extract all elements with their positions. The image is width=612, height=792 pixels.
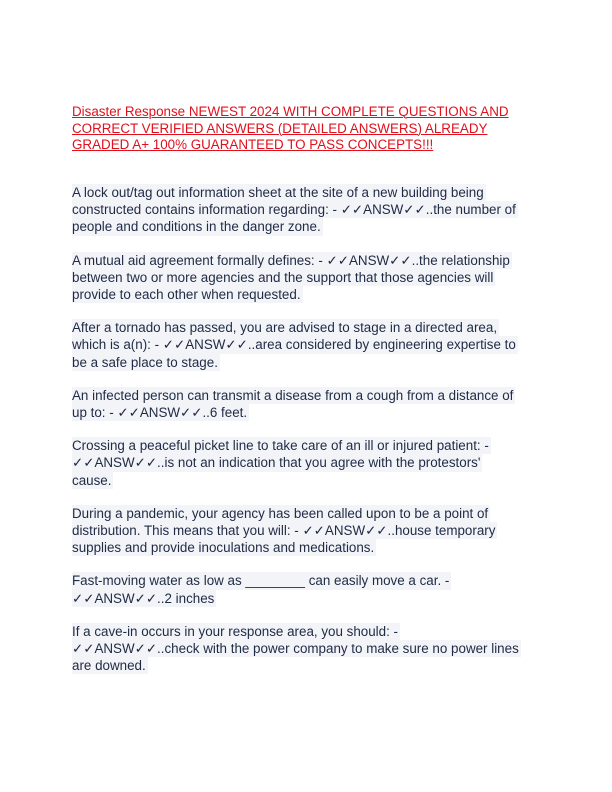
qa-item [72,437,542,489]
qa-line: constructed contains information regarding: - ✓✓ANSW✓✓..the number of [72,202,516,218]
title-line: GRADED A+ 100% GUARANTEED TO PASS CONCEPTS!!! [72,137,434,153]
qa-item [72,387,542,421]
qa-line: A mutual aid agreement formally defines: - ✓✓ANSW✓✓..the relationship [72,252,510,268]
qa-line: provide to each other when requested. [72,287,301,303]
qa-line: are downed. [72,658,146,674]
qa-line: people and conditions in the danger zone. [72,219,321,235]
qa-line: During a pandemic, your agency has been called upon to be a point of [72,505,489,521]
qa-line: Crossing a peaceful picket line to take care of an ill or injured patient: - [72,438,489,454]
qa-item [72,505,542,557]
qa-line: cause. [72,472,112,488]
document-title[interactable] [72,104,542,154]
qa-item [72,572,542,606]
qa-line: up to: - ✓✓ANSW✓✓..6 feet. [72,405,248,421]
qa-line: ✓✓ANSW✓✓..2 inches [72,590,215,606]
qa-line: between two or more agencies and the support that those agencies will [72,269,494,285]
qa-line: A lock out/tag out information sheet at the site of a new building being [72,185,484,200]
qa-item [72,252,542,304]
qa-line: supplies and provide inoculations and medications. [72,540,375,556]
qa-line: ✓✓ANSW✓✓..check with the power company to make sure no power lines [72,641,519,657]
qa-line: be a safe place to stage. [72,354,218,370]
qa-line: ✓✓ANSW✓✓..is not an indication that you agree with the protestors' [72,455,481,471]
qa-line: If a cave-in occurs in your response area, you should: - [72,623,399,639]
qa-line: An infected person can transmit a disease from a cough from a distance of [72,387,514,403]
qa-item [72,319,542,371]
qa-line: distribution. This means that you will: - ✓✓ANSW✓✓..house temporary [72,523,496,539]
title-line: CORRECT VERIFIED ANSWERS (DETAILED ANSWERS) ALREADY [72,120,488,136]
qa-item [72,623,542,675]
qa-line: Fast-moving water as low as ________ can easily move a car. - [72,573,450,589]
qa-line: which is a(n): - ✓✓ANSW✓✓..area considered by engineering expertise to [72,337,516,353]
title-line: Disaster Response NEWEST 2024 WITH COMPLETE QUESTIONS AND [72,104,509,119]
question-list [72,184,542,690]
qa-item [72,184,542,236]
qa-line: After a tornado has passed, you are advised to stage in a directed area, [72,320,498,336]
